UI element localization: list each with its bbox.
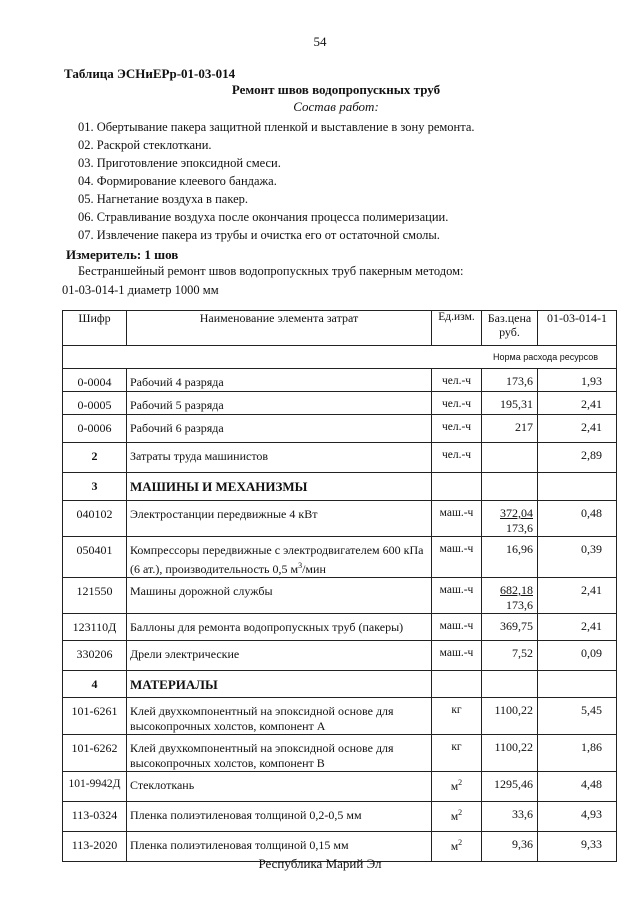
row-name: Пленка полиэтиленовая толщиной 0,15 мм (127, 832, 432, 862)
row-name: Рабочий 6 разряда (127, 415, 432, 443)
header-price-line1: Баз.цена (487, 311, 532, 325)
row-name: Клей двухкомпонентный на эпоксидной основе для высокопрочных холстов, компонент В (127, 735, 432, 772)
row-code: 040102 (63, 501, 127, 537)
row-unit: кг (432, 735, 482, 772)
table-row (63, 537, 617, 578)
row-name (127, 537, 432, 578)
row-unit: кг (432, 698, 482, 735)
footer-region: Республика Марий Эл (258, 856, 382, 871)
variant-text: 01-03-014-1 диаметр 1000 мм (62, 283, 219, 297)
works-item: 07. Извлечение пакера из трубы и очистка его от остаточной смолы. (78, 228, 440, 242)
table-row (63, 501, 617, 537)
works-item: 05. Нагнетание воздуха в пакер. (78, 192, 249, 206)
row-value: 9,33 (538, 832, 617, 862)
row-name: Баллоны для ремонта водопропускных труб (пакеры) (127, 614, 432, 641)
price-secondary: 173,6 (506, 521, 533, 535)
table-row (63, 735, 617, 772)
row-code: 113-0324 (63, 802, 127, 832)
row-unit: маш.-ч (432, 641, 482, 671)
works-item: 02. Раскрой стеклоткани. (78, 138, 212, 152)
row-name-part: Компрессоры передвижные с электродвигателем 600 кПа (6 ат.), производительность 0,5 м (130, 543, 424, 576)
superscript: 2 (458, 808, 463, 817)
table-row (63, 415, 617, 443)
row-price: 1100,22 (482, 698, 538, 735)
row-code: 0-0006 (63, 415, 127, 443)
row-price: 217 (482, 415, 538, 443)
row-value: 2,41 (538, 392, 617, 415)
row-code: 0-0005 (63, 392, 127, 415)
works-item: 06. Стравливание воздуха после окончания процесса полимеризации. (78, 210, 449, 224)
row-value: 2,41 (538, 614, 617, 641)
section-row (63, 671, 617, 698)
table-row (63, 578, 617, 614)
works-item: 03. Приготовление эпоксидной смеси. (78, 156, 281, 170)
row-name: Рабочий 5 разряда (127, 392, 432, 415)
works-item: 01. Обертывание пакера защитной пленкой и выставление в зону ремонта. (78, 120, 475, 134)
row-value: 2,41 (538, 578, 617, 614)
table-title: Ремонт швов водопропускных труб (231, 82, 441, 97)
row-name-part: /мин (302, 562, 326, 576)
row-value: 0,09 (538, 641, 617, 671)
price-main: 372,04 (500, 506, 533, 520)
table-row (63, 772, 617, 802)
row-price (482, 443, 538, 473)
table-row (63, 369, 617, 392)
superscript: 2 (458, 838, 463, 847)
section-title: МАТЕРИАЛЫ (127, 671, 432, 698)
row-price: 7,52 (482, 641, 538, 671)
norm-label: Норма расхода ресурсов (63, 346, 617, 369)
row-name: Клей двухкомпонентный на эпоксидной основе для высокопрочных холстов, компонент А (127, 698, 432, 735)
row-code: 101-9942Д (63, 772, 127, 802)
row-name: Машины дорожной службы (127, 578, 432, 614)
row-price: 33,6 (482, 802, 538, 832)
row-code: 121550 (63, 578, 127, 614)
table-code: Таблица ЭСНиЕРр-01-03-014 (64, 66, 236, 81)
price-main: 682,18 (500, 583, 533, 597)
row-code: 101-6262 (63, 735, 127, 772)
row-price: 195,31 (482, 392, 538, 415)
row-price: 369,75 (482, 614, 538, 641)
row-name: Стеклоткань (127, 772, 432, 802)
superscript: 2 (458, 778, 463, 787)
table-row (63, 614, 617, 641)
row-value: 2,89 (538, 443, 617, 473)
page-number: 54 (313, 34, 327, 49)
resources-table (62, 310, 617, 862)
header-price (482, 311, 538, 346)
row-price: 1100,22 (482, 735, 538, 772)
row-price (482, 578, 538, 614)
row-name: Пленка полиэтиленовая толщиной 0,2-0,5 мм (127, 802, 432, 832)
price-secondary: 173,6 (506, 598, 533, 612)
norm-row (63, 346, 617, 369)
row-unit: чел.-ч (432, 415, 482, 443)
row-value: 4,48 (538, 772, 617, 802)
row-code: 050401 (63, 537, 127, 578)
table-row (63, 802, 617, 832)
works-list (78, 118, 475, 244)
row-price: 9,36 (482, 832, 538, 862)
row-value: 1,86 (538, 735, 617, 772)
header-unit: Ед.изм. (432, 311, 482, 346)
row-unit (432, 772, 482, 802)
section-title: МАШИНЫ И МЕХАНИЗМЫ (127, 473, 432, 501)
row-unit: маш.-ч (432, 578, 482, 614)
works-item: 04. Формирование клеевого бандажа. (78, 174, 277, 188)
header-col: 01-03-014-1 (538, 311, 617, 346)
section-code: 3 (63, 473, 127, 501)
row-value: 0,48 (538, 501, 617, 537)
table-row (63, 392, 617, 415)
row-unit (432, 802, 482, 832)
header-name: Наименование элемента затрат (127, 311, 432, 346)
table-row (63, 641, 617, 671)
unit-base: м (450, 780, 459, 793)
section-row (63, 473, 617, 501)
row-value: 4,93 (538, 802, 617, 832)
row-code: 0-0004 (63, 369, 127, 392)
row-code: 330206 (63, 641, 127, 671)
row-code: 2 (63, 443, 127, 473)
header-price-line2: руб. (499, 325, 520, 339)
row-unit: маш.-ч (432, 614, 482, 641)
table-row (63, 698, 617, 735)
row-price: 16,96 (482, 537, 538, 578)
section-code: 4 (63, 671, 127, 698)
row-value: 0,39 (538, 537, 617, 578)
row-price: 1295,46 (482, 772, 538, 802)
unit-base: м (450, 840, 459, 853)
row-value: 1,93 (538, 369, 617, 392)
row-name: Дрели электрические (127, 641, 432, 671)
row-price (482, 501, 538, 537)
row-value: 2,41 (538, 415, 617, 443)
works-heading: Состав работ: (293, 99, 379, 114)
row-unit: маш.-ч (432, 501, 482, 537)
superscript: 3 (298, 561, 303, 570)
unit-base: м (450, 810, 459, 823)
machinist-row (63, 443, 617, 473)
row-unit: маш.-ч (432, 537, 482, 578)
row-price: 173,6 (482, 369, 538, 392)
row-unit: чел.-ч (432, 443, 482, 473)
row-name: Затраты труда машинистов (127, 443, 432, 473)
row-unit: чел.-ч (432, 369, 482, 392)
row-value: 5,45 (538, 698, 617, 735)
header-code: Шифр (63, 311, 127, 346)
row-name: Рабочий 4 разряда (127, 369, 432, 392)
row-name: Электростанции передвижные 4 кВт (127, 501, 432, 537)
row-code: 123110Д (63, 614, 127, 641)
row-code: 101-6261 (63, 698, 127, 735)
table-header (63, 311, 617, 346)
row-code: 113-2020 (63, 832, 127, 862)
method-text: Бестраншейный ремонт швов водопропускных труб пакерным методом: (78, 264, 464, 278)
row-unit: чел.-ч (432, 392, 482, 415)
measure-unit: Измеритель: 1 шов (66, 247, 179, 262)
